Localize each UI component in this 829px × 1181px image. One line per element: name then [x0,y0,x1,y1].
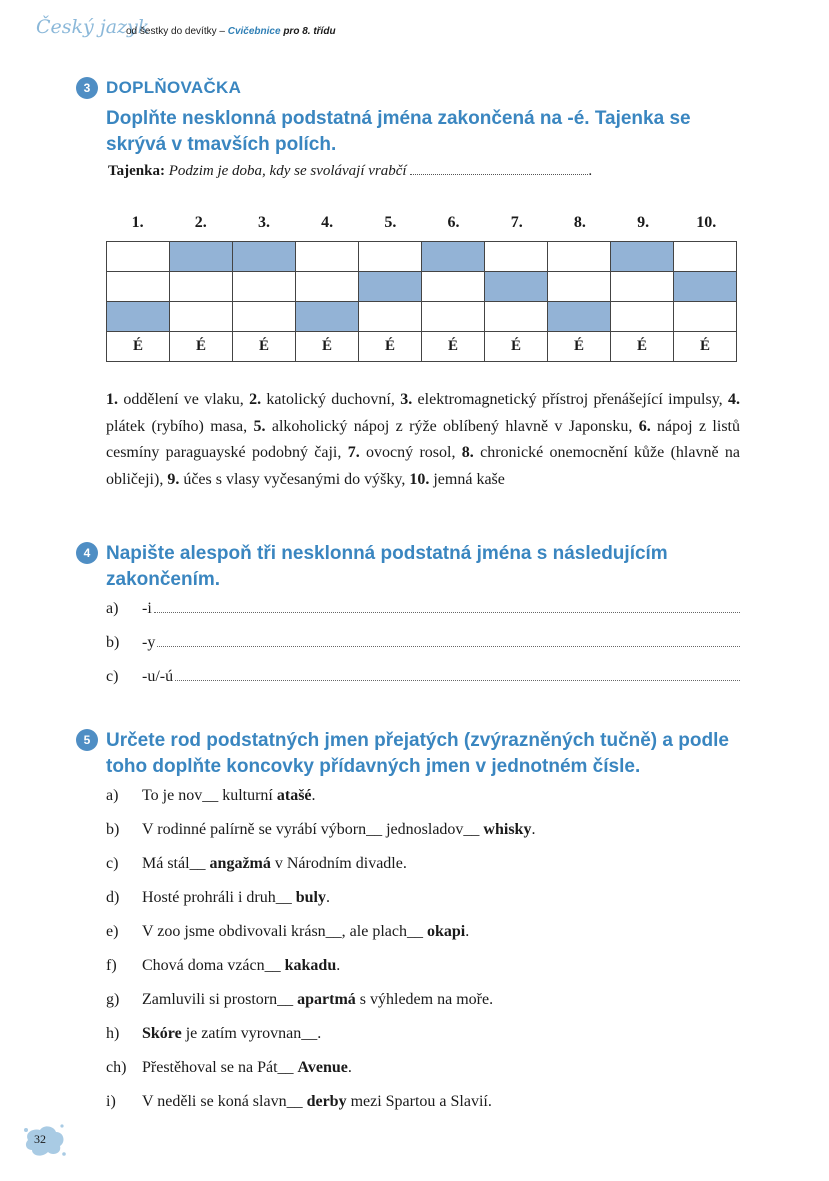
crossword-cell-letter: É [548,332,611,362]
item-key: f) [106,957,117,974]
sentence-part: V neděli se koná slavn__ [142,1093,307,1110]
item-ending: -u/-ú [142,668,174,685]
item-key: ch) [106,1059,127,1076]
crossword-cell[interactable] [296,272,359,302]
clue-text: alkoholický nápoj z rýže oblíbený hlavně v Japonsku, [265,417,639,435]
crossword-column-number: 3. [257,214,270,231]
clue-number: 2. [249,391,262,408]
sentence-part: V rodinné palírně se vyrábí výborn__ jednosladov__ [142,821,484,838]
item-key: i) [106,1093,116,1110]
sentence-part: Hosté prohráli i druh__ [142,889,296,906]
task-4-item [106,600,740,618]
crossword-cell-shaded[interactable] [296,302,359,332]
tajenka-period: . [588,163,593,179]
crossword-grid [106,241,737,362]
sentence-part: . [347,1059,352,1076]
item-key: c) [106,855,119,872]
crossword-clues [106,387,740,493]
loanword: Avenue [297,1059,348,1076]
sentence-part: . [311,787,316,804]
loanword: whisky [483,821,532,838]
header-workbook: Cvičebnice [227,26,281,37]
sentence-part: mezi Spartou a Slavií. [346,1093,492,1110]
tajenka-text: Podzim je doba, kdy se svolávají vrabčí [168,163,407,179]
crossword-cell-letter: É [485,332,548,362]
crossword-cell[interactable] [422,272,485,302]
crossword-cell-letter: É [170,332,233,362]
item-key: d) [106,889,120,906]
task-5-badge: 5 [76,729,98,751]
task-4-instruction: Napište alespoň tři nesklonná podstatná jména s následujícím zakončením. [106,543,668,590]
item-sentence [142,991,493,1009]
page-number-badge [20,1120,68,1160]
crossword-cell-letter: É [359,332,422,362]
answer-line[interactable] [175,679,740,681]
task-4-badge: 4 [76,542,98,564]
sentence-part: To je nov__ kulturní [142,787,277,804]
task-5-item [106,889,330,907]
crossword-cell[interactable] [170,302,233,332]
crossword-cell-letter: É [674,332,737,362]
crossword-cell-shaded[interactable] [422,242,485,272]
item-sentence [142,1093,492,1111]
sentence-part: s výhledem na moře. [355,991,494,1008]
crossword-cell-letter: É [422,332,485,362]
sentence-part: Chová doma vzácn__ [142,957,285,974]
item-key: a) [106,600,119,617]
crossword-column-number: 8. [573,214,586,231]
tajenka-label: Tajenka: [108,163,165,179]
sentence-part: V zoo jsme obdivovali krásn__, ale plach__ [142,923,427,940]
crossword-cell-shaded[interactable] [485,272,548,302]
loanword: Skóre [142,1025,182,1042]
task-5-instruction: Určete rod podstatných jmen přejatých (zvýrazněných tučně) a podle toho doplňte koncovky přídavných jmen v jednotném čísle. [106,730,729,777]
task-5-item [106,1093,492,1111]
task-5-item [106,1025,321,1043]
clue-text: katolický duchovní, [261,391,401,408]
crossword-cell[interactable] [359,242,422,272]
item-sentence [142,821,535,839]
task-5-item [106,855,407,873]
clue-text: chronické onemocnění kůže (hlavně na obličeji), [106,444,740,488]
task-4-item [106,668,740,686]
item-key: h) [106,1025,120,1042]
item-key: e) [106,923,119,940]
sentence-part: v Národním divadle. [270,855,407,872]
page-number: 32 [34,1132,46,1146]
crossword-column-number: 6. [447,214,460,231]
item-key: b) [106,634,120,651]
clue-number: 1. [106,391,118,408]
sentence-part: . [531,821,536,838]
header-grade: pro 8. třídu [283,26,336,37]
crossword-cell-letter: É [233,332,296,362]
clue-number: 5. [253,417,266,435]
clue-number: 10. [409,470,430,488]
tajenka-answer-line[interactable] [410,173,588,175]
sentence-part: Přestěhoval se na Pát__ [142,1059,298,1076]
crossword-cell-letter: É [107,332,170,362]
answer-line[interactable] [157,645,740,647]
clue-number: 6. [638,417,651,435]
crossword-cell[interactable] [548,272,611,302]
crossword-column-number: 9. [637,214,650,231]
loanword: apartmá [297,991,356,1008]
clue-text: elektromagnetický přístroj přenášející impulsy, [412,391,728,408]
crossword-cell[interactable] [485,242,548,272]
task-5-item [106,1059,352,1077]
series-brand: Český jazyk [36,16,150,38]
item-sentence [142,1025,321,1043]
crossword-cell[interactable] [548,242,611,272]
crossword-cell[interactable] [674,302,737,332]
loanword: buly [295,889,326,906]
crossword-column-number: 7. [510,214,523,231]
item-key: a) [106,787,119,804]
task-5-item [106,991,493,1009]
tajenka-line [108,163,592,180]
task-4-item [106,634,740,652]
task-5-item [106,957,340,975]
crossword-cell[interactable] [611,302,674,332]
crossword-cell[interactable] [233,272,296,302]
crossword-column-number: 1. [131,214,144,231]
item-ending: -y [142,634,156,651]
crossword-column-number: 4. [321,214,334,231]
crossword-cell-letter: É [611,332,674,362]
item-sentence [142,1059,352,1077]
sentence-part: Zamluvili si prostorn__ [142,991,298,1008]
loanword: okapi [426,923,466,940]
task-5-item [106,787,316,805]
clue-number: 8. [461,444,474,461]
loanword: atašé [276,787,312,804]
item-sentence [142,855,407,873]
loanword: angažmá [209,855,271,872]
crossword-cell-shaded[interactable] [359,272,422,302]
task-3-label: DOPLŇOVAČKA [106,78,242,97]
clue-number: 4. [728,391,740,408]
sentence-part: je zatím vyrovnan__. [181,1025,322,1042]
crossword-column-number: 5. [384,214,397,231]
crossword-cell[interactable] [233,302,296,332]
loanword: kakadu [284,957,337,974]
clue-number: 3. [400,391,413,408]
task-4-items [106,600,740,686]
crossword-column-number: 2. [194,214,207,231]
loanword: derby [306,1093,347,1110]
clue-number: 7. [347,444,360,461]
clue-text: jemná kaše [429,470,505,488]
answer-line[interactable] [154,611,740,613]
item-key: g) [106,991,120,1008]
sentence-part: . [326,889,330,906]
task-3-badge: 3 [76,77,98,99]
clue-number: 9. [167,470,180,488]
crossword-cell-shaded[interactable] [611,242,674,272]
clue-text: oddělení ve vlaku, [118,391,250,408]
clue-text: nápoj z listů cesmíny paraguayské podobný čaji, [106,417,740,461]
clue-text: plátek (rybího) masa, [106,417,254,435]
crossword-cell[interactable] [422,302,485,332]
item-key: c) [106,668,119,685]
task-5-item [106,923,469,941]
crossword-cell-shaded[interactable] [233,242,296,272]
crossword-cell[interactable] [359,302,422,332]
clue-text: ovocný rosol, [359,444,462,461]
item-sentence [142,923,469,941]
sentence-part: . [336,957,341,974]
crossword-cell-shaded[interactable] [674,272,737,302]
crossword-cell[interactable] [296,242,359,272]
crossword-cell-shaded[interactable] [170,242,233,272]
crossword-column-numbers [106,214,738,232]
item-key: b) [106,821,120,838]
task-5-item [106,821,535,839]
crossword-cell-letter: É [296,332,359,362]
item-sentence [142,787,316,805]
crossword-cell[interactable] [485,302,548,332]
sentence-part: Má stál__ [142,855,210,872]
item-sentence [142,957,340,975]
crossword-cell-shaded[interactable] [548,302,611,332]
crossword-cell[interactable] [674,242,737,272]
header-subtitle [126,26,336,37]
crossword-cell[interactable] [611,272,674,302]
crossword-cell-shaded[interactable] [107,302,170,332]
item-ending: -i [142,600,152,617]
task-3-instruction: Doplňte nesklonná podstatná jména zakončená na -é. Tajenka se skrývá v tmavších polích. [106,108,691,155]
clue-text: účes s vlasy vyčesanými do výšky, [179,470,410,488]
item-sentence [142,889,330,907]
sentence-part: . [465,923,470,940]
crossword-column-number: 10. [696,214,717,231]
header-series-text: od šestky do devítky – [126,26,225,37]
crossword-cell[interactable] [107,272,170,302]
crossword-cell[interactable] [107,242,170,272]
crossword-cell[interactable] [170,272,233,302]
